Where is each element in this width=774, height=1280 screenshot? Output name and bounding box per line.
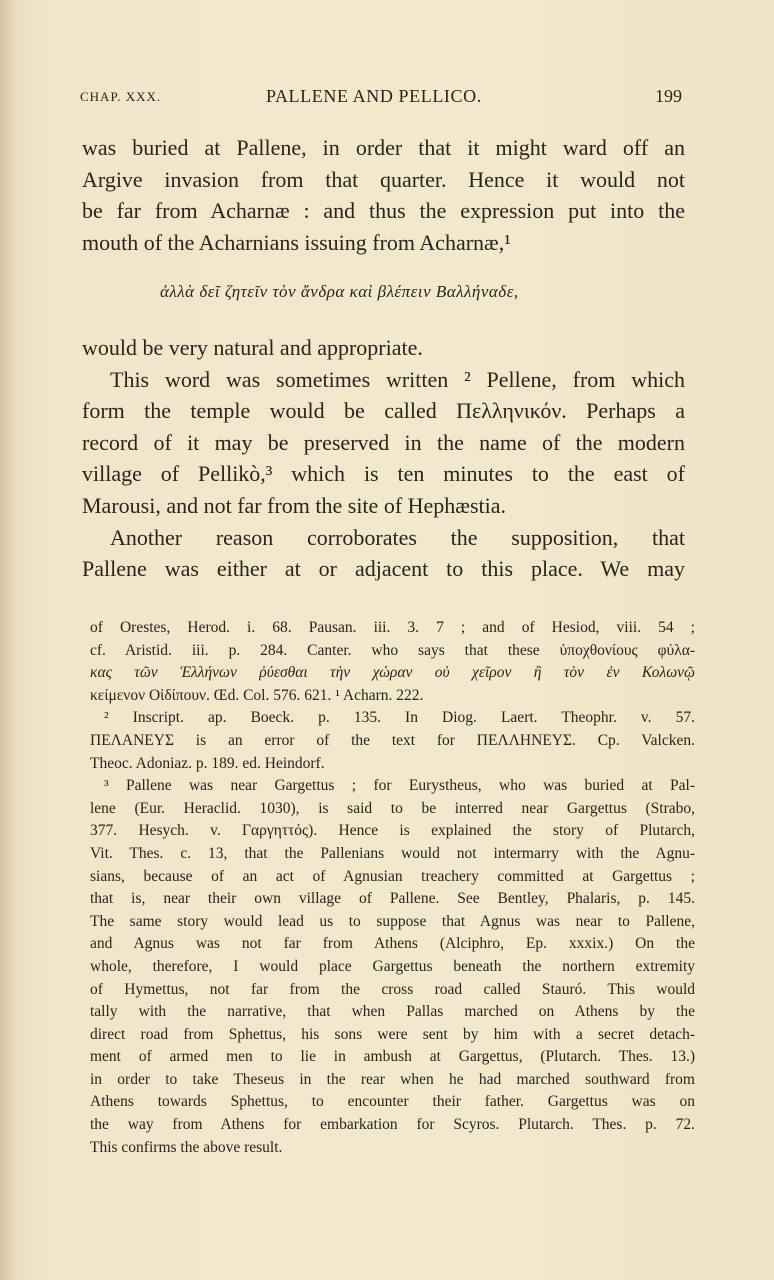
footnote-line: ΠΕΛΑΝΕΥΣ is an error of the text for ΠΕΛΛΗΝΕΥΣ. Cp. Valcken. [90,731,695,749]
footnote-line: sians, because of an act of Agnusian treachery committed at Gargettus ; [90,867,695,885]
page-number: 199 [655,86,682,106]
footnote-line: of Hymettus, not far from the cross road called Stauró. This would [90,980,695,998]
footnote-line: ³ Pallene was near Gargettus ; for Eurystheus, who was buried at Pal- [104,777,695,795]
text-line: village of Pellikò,³ which is ten minutes to the east of [82,461,685,487]
footnote-line: direct road from Sphettus, his sons were sent by him with a secret detach- [90,1025,695,1043]
main-text-part2 [82,332,685,585]
footnote-line: The same story would lead us to suppose that Agnus was near to Pallene, [90,912,695,930]
text-line: was buried at Pallene, in order that it might ward off an [82,135,685,160]
footnote-line: tally with the narrative, that when Pallas marched on Athens by the [90,1003,695,1021]
chapter-label: CHAP. XXX. [80,89,162,104]
footnote-line: of Orestes, Herod. i. 68. Pausan. iii. 3. 7 ; and of Hesiod, viii. 54 ; [90,619,695,636]
text-line: Pallene was either at or adjacent to this place. We may [82,556,685,582]
footnotes [90,617,695,1159]
footnote-line: ment of armed men to lie in ambush at Gargettus, (Plutarch. Thes. 13.) [90,1048,695,1066]
text-line: form the temple would be called Πελληνικόν. Perhaps a [82,398,685,424]
running-title: PALLENE AND PELLICO. [266,86,482,106]
text-line: Another reason corroborates the supposition, that [110,524,685,550]
footnote-line: the way from Athens for embarkation for Scyros. Plutarch. Thes. p. 72. [90,1116,695,1134]
footnote-line: Vit. Thes. c. 13, that the Pallenians would not intermarry with the Agnu- [90,844,695,862]
footnote-line: Athens towards Sphettus, to encounter their father. Gargettus was on [90,1093,695,1111]
text-line: record of it may be preserved in the name of the modern [82,429,685,455]
text-line: be far from Acharnæ : and thus the expression put into the [82,198,685,224]
page-gutter-shadow [0,0,18,1280]
footnote-line: in order to take Theseus in the rear when he had marched southward from [90,1070,695,1088]
footnote-line: Theoc. Adoniaz. p. 189. ed. Heindorf. [90,754,325,772]
footnote-line: that is, near their own village of Pallene. See Bentley, Phalaris, p. 145. [90,890,695,908]
footnote-line: cf. Aristid. iii. p. 284. Canter. who says that these ὑποχθονίους φύλα- [90,641,695,659]
text-line: mouth of the Acharnians issuing from Acharnæ,¹ [82,229,511,255]
footnote-line: This confirms the above result. [90,1138,283,1156]
footnote-line: lene (Eur. Heraclid. 1030), is said to be interred near Gargettus (Strabo, [90,799,695,817]
footnote-line: and Agnus was not far from Athens (Alciphro, Ep. xxxix.) On the [90,935,695,953]
footnote-line: κας τῶν Ἑλλήνων ῥύεσθαι τὴν χώραν οὐ χεῖρον ἢ τὸν ἐν Κολωνῷ [90,664,695,682]
text-line: Marousi, and not far from the site of Hephæstia. [82,492,507,518]
text-line: Argive invasion from that quarter. Hence it would not [82,166,685,192]
footnote-line: ² Inscript. ap. Boeck. p. 135. In Diog. Laert. Theophr. v. 57. [104,709,695,727]
footnote-line: κείμενον Οἰδίπουν. Œd. Col. 576. 621. ¹ Acharn. 222. [90,686,424,704]
footnote-line: whole, therefore, I would place Gargettus beneath the northern extremity [90,957,695,975]
text-line: would be very natural and appropriate. [82,335,423,360]
main-text-part1 [82,132,685,258]
text-line: This word was sometimes written ² Pellene, from which [110,366,685,392]
greek-quotation: ἀλλὰ δεῖ ζητεῖν τὸν ἄνδρα καὶ βλέπειν Βαλλήναδε, [160,282,519,301]
running-header [80,86,685,112]
footnote-line: 377. Hesych. v. Γαργηττός). Hence is explained the story of Plutarch, [90,822,695,840]
